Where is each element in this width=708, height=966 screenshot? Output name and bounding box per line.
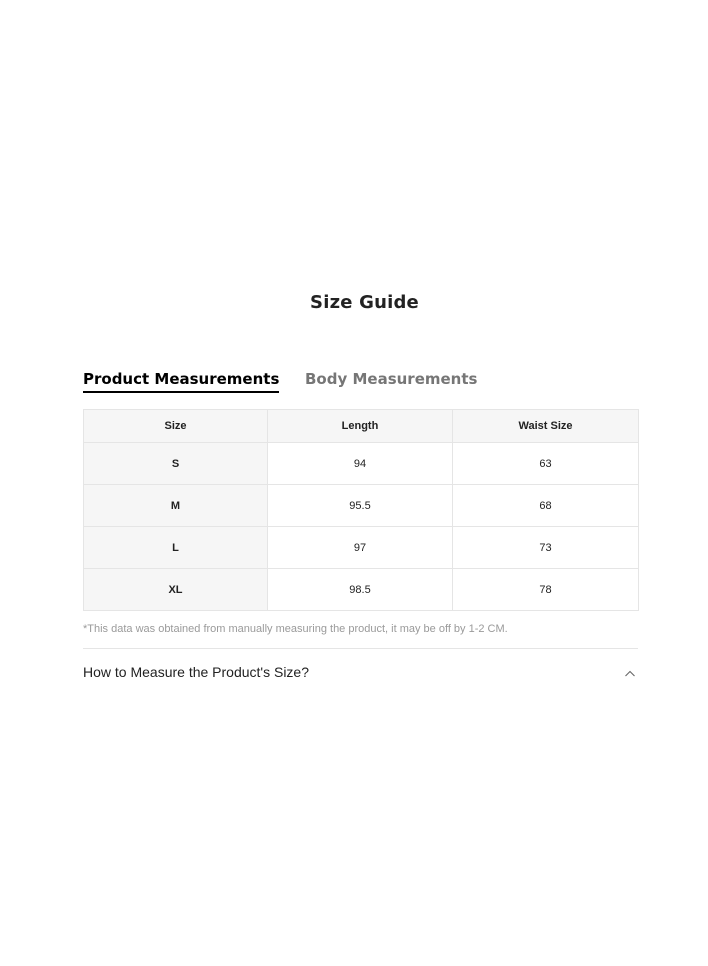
tab-product-measurements[interactable]: Product Measurements bbox=[83, 370, 279, 393]
size-cell: M bbox=[84, 485, 268, 527]
size-table bbox=[83, 409, 639, 611]
table-header-row bbox=[84, 410, 639, 443]
size-cell: S bbox=[84, 443, 268, 485]
waist-size-cell: 78 bbox=[453, 569, 639, 611]
waist-size-cell: 68 bbox=[453, 485, 639, 527]
tab-body-measurements[interactable]: Body Measurements bbox=[305, 370, 478, 388]
length-cell: 98.5 bbox=[268, 569, 453, 611]
waist-size-cell: 63 bbox=[453, 443, 639, 485]
length-cell: 94 bbox=[268, 443, 453, 485]
length-cell: 97 bbox=[268, 527, 453, 569]
table-row bbox=[84, 443, 639, 485]
table-row bbox=[84, 485, 639, 527]
length-cell: 95.5 bbox=[268, 485, 453, 527]
column-header-waist-size: Waist Size bbox=[453, 410, 639, 443]
chevron-up-icon[interactable] bbox=[624, 667, 636, 679]
how-to-measure-accordion[interactable] bbox=[83, 660, 638, 686]
size-cell: L bbox=[84, 527, 268, 569]
accordion-label: How to Measure the Product's Size? bbox=[83, 664, 310, 680]
table-row bbox=[84, 527, 639, 569]
waist-size-cell: 73 bbox=[453, 527, 639, 569]
size-cell: XL bbox=[84, 569, 268, 611]
table-row bbox=[84, 569, 639, 611]
column-header-length: Length bbox=[268, 410, 453, 443]
column-header-size: Size bbox=[84, 410, 268, 443]
divider bbox=[83, 648, 638, 649]
page-title: Size Guide bbox=[310, 292, 419, 313]
measurement-disclaimer: *This data was obtained from manually measuring the product, it may be off by 1-2 CM. bbox=[83, 623, 508, 635]
